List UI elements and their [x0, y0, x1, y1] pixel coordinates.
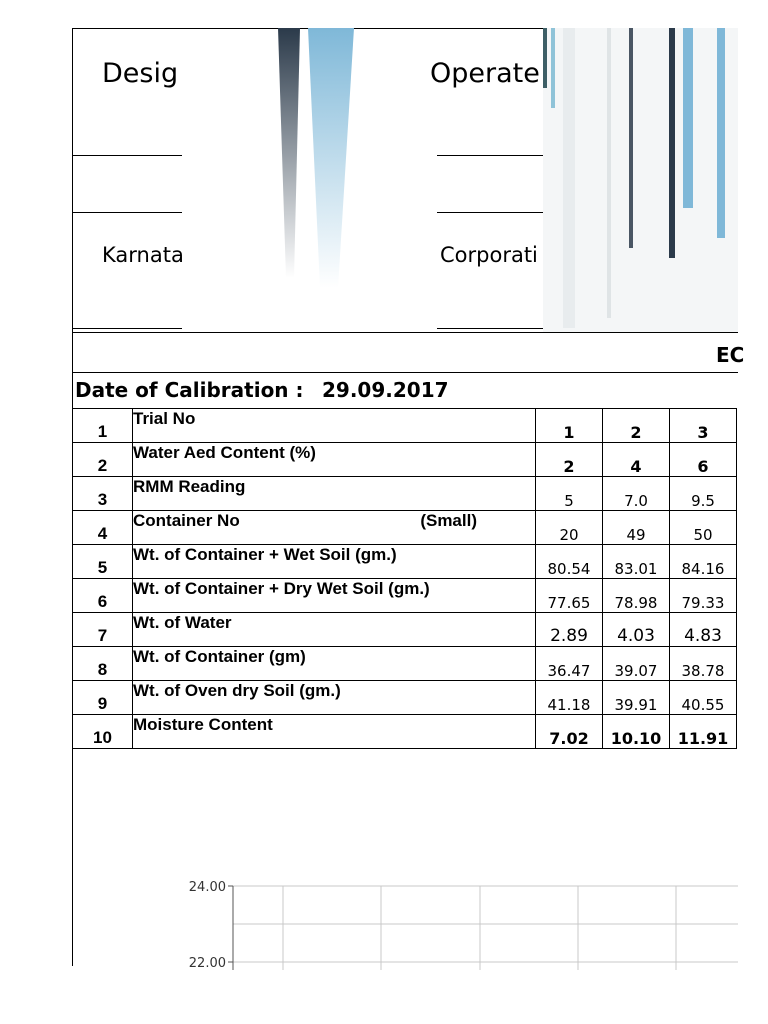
- table-row: [73, 511, 737, 545]
- row-label: Wt. of Oven dry Soil (gm.): [133, 681, 341, 700]
- trial-value-2: 7.0: [603, 477, 670, 511]
- row-number: 9: [73, 681, 133, 715]
- trial-value-3: 38.78: [670, 647, 737, 681]
- blur-streak-dark: [278, 28, 300, 278]
- trial-value-3: 40.55: [670, 681, 737, 715]
- row-note: (Small): [420, 511, 477, 530]
- row-label-cell: [133, 647, 536, 681]
- blur-bar-3: [563, 28, 575, 328]
- table-row: [73, 409, 737, 443]
- trial-value-3: 79.33: [670, 579, 737, 613]
- trial-value-2: 2: [603, 409, 670, 443]
- trial-value-1: 41.18: [536, 681, 603, 715]
- blur-bar-1: [543, 28, 547, 88]
- blur-streak-light: [308, 28, 354, 288]
- section-rule-bottom: [72, 372, 738, 373]
- table-row: [73, 545, 737, 579]
- trial-value-1: 77.65: [536, 579, 603, 613]
- row-label: Wt. of Container (gm): [133, 647, 306, 666]
- row-number: 3: [73, 477, 133, 511]
- header-rule-3a: [72, 328, 182, 329]
- header-org-left: Karnata: [102, 243, 184, 267]
- blur-bar-6: [669, 28, 675, 258]
- header-rule-1b: [437, 155, 543, 156]
- row-label-cell: [133, 613, 536, 647]
- row-number: 5: [73, 545, 133, 579]
- obscured-logo-image: [182, 28, 437, 328]
- row-label: Trial No: [133, 409, 196, 428]
- trial-value-1: 7.02: [536, 715, 603, 749]
- table-row: [73, 647, 737, 681]
- blur-bar-8: [717, 28, 725, 238]
- obscured-seal-image: [543, 28, 738, 333]
- row-label-cell: [133, 579, 536, 613]
- section-rule-top: [72, 332, 738, 333]
- header-rule-2b: [437, 212, 543, 213]
- trial-value-2: 78.98: [603, 579, 670, 613]
- trial-value-3: 4.83: [670, 613, 737, 647]
- table-row: [73, 715, 737, 749]
- row-label: Container No: [133, 511, 240, 530]
- table-row: [73, 477, 737, 511]
- row-number: 6: [73, 579, 133, 613]
- table-row: [73, 681, 737, 715]
- row-label: Wt. of Container + Dry Wet Soil (gm.): [133, 579, 430, 598]
- trial-value-3: 50: [670, 511, 737, 545]
- trial-value-1: 5: [536, 477, 603, 511]
- trial-value-1: 2: [536, 443, 603, 477]
- row-number: 10: [73, 715, 133, 749]
- header-org-right: Corporati: [440, 243, 538, 267]
- header-rule-3b: [437, 328, 543, 329]
- blur-bar-2: [551, 28, 555, 108]
- row-label: Wt. of Water: [133, 613, 232, 632]
- row-number: 1: [73, 409, 133, 443]
- row-label: Water Aed Content (%): [133, 443, 316, 462]
- blur-bar-4: [607, 28, 611, 318]
- row-label: Wt. of Container + Wet Soil (gm.): [133, 545, 397, 564]
- trial-value-3: 6: [670, 443, 737, 477]
- row-label-cell: [133, 681, 536, 715]
- row-label-cell: [133, 715, 536, 749]
- trial-value-2: 49: [603, 511, 670, 545]
- table-row: [73, 579, 737, 613]
- trial-value-3: 84.16: [670, 545, 737, 579]
- calibration-table: [72, 408, 737, 749]
- y-tick-label: 24.00: [188, 880, 226, 895]
- calibration-date: 29.09.2017: [322, 378, 449, 402]
- trial-value-1: 20: [536, 511, 603, 545]
- section-code: EC: [716, 343, 745, 367]
- trial-value-3: 11.91: [670, 715, 737, 749]
- row-label-cell: [133, 511, 536, 545]
- row-label-cell: [133, 443, 536, 477]
- row-number: 4: [73, 511, 133, 545]
- trial-value-2: 83.01: [603, 545, 670, 579]
- trial-value-1: 36.47: [536, 647, 603, 681]
- header-rule-1a: [72, 155, 182, 156]
- header-rule-2a: [72, 212, 182, 213]
- trial-value-1: 80.54: [536, 545, 603, 579]
- row-label-cell: [133, 477, 536, 511]
- row-label: Moisture Content: [133, 715, 273, 734]
- row-label-cell: [133, 545, 536, 579]
- calibration-label: Date of Calibration :: [75, 378, 304, 402]
- blur-bar-5: [629, 28, 633, 248]
- trial-value-2: 39.91: [603, 681, 670, 715]
- trial-value-1: 1: [536, 409, 603, 443]
- trial-value-2: 10.10: [603, 715, 670, 749]
- calibration-chart: [0, 860, 768, 970]
- row-number: 2: [73, 443, 133, 477]
- blur-bar-7: [683, 28, 693, 208]
- trial-value-2: 39.07: [603, 647, 670, 681]
- row-number: 7: [73, 613, 133, 647]
- trial-value-1: 2.89: [536, 613, 603, 647]
- trial-value-2: 4.03: [603, 613, 670, 647]
- table-row: [73, 613, 737, 647]
- trial-value-2: 4: [603, 443, 670, 477]
- header-title-left: Desig: [102, 58, 179, 89]
- header-title-right: Operate: [430, 58, 540, 89]
- row-label-cell: [133, 409, 536, 443]
- table-row: [73, 443, 737, 477]
- trial-value-3: 3: [670, 409, 737, 443]
- trial-value-3: 9.5: [670, 477, 737, 511]
- row-number: 8: [73, 647, 133, 681]
- y-tick-label: 22.00: [188, 956, 226, 970]
- row-label: RMM Reading: [133, 477, 246, 496]
